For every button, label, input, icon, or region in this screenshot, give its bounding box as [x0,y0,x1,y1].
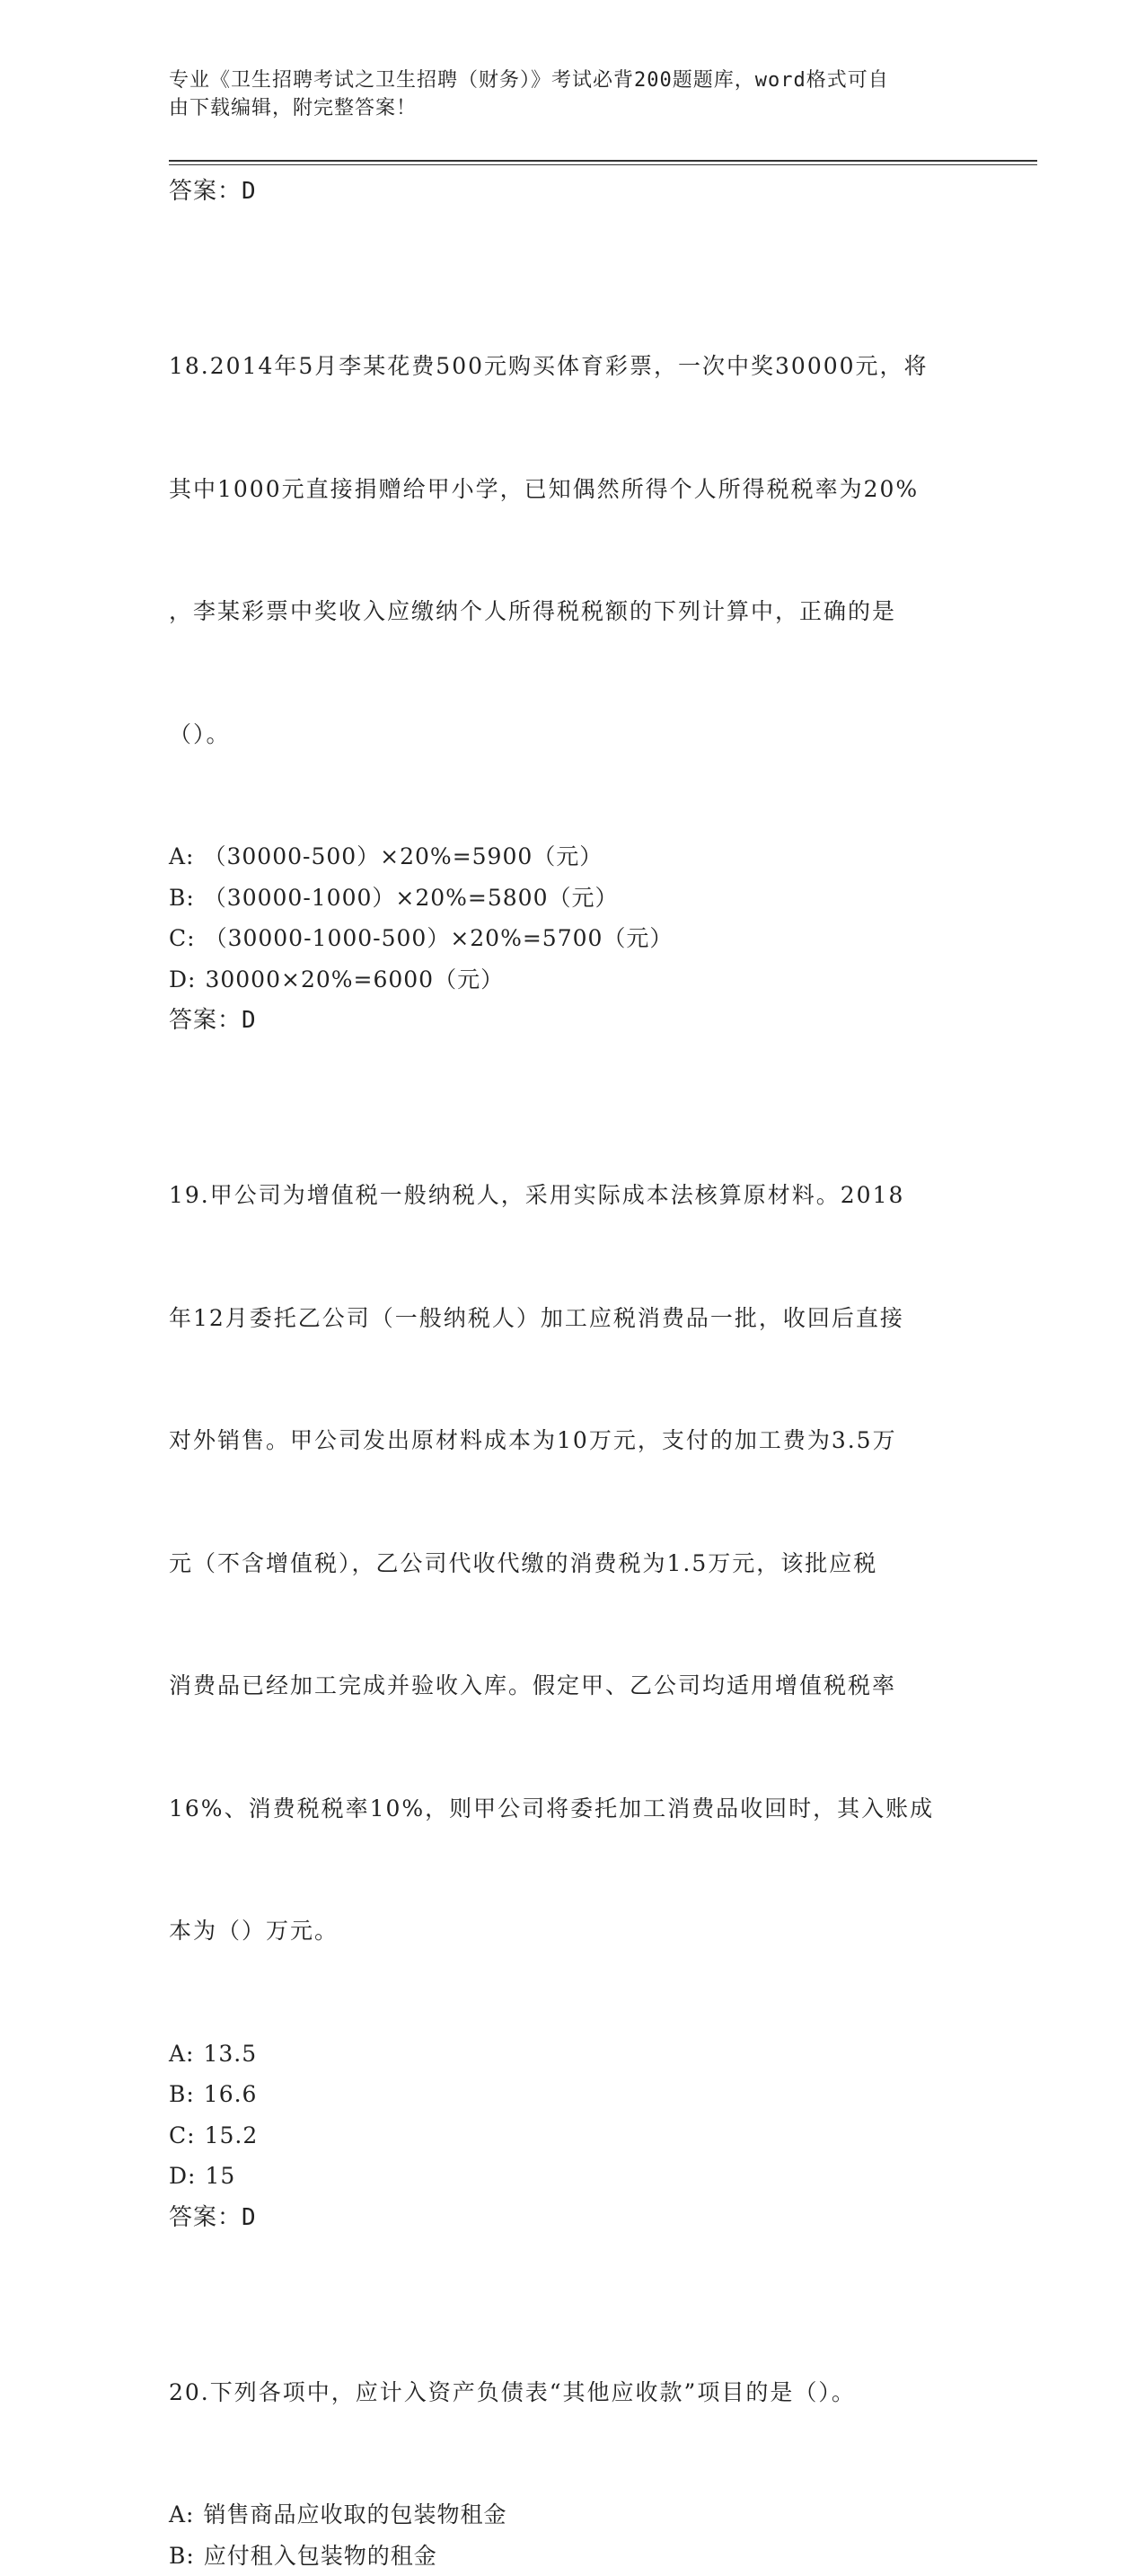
option-d [169,959,977,1001]
option-text: （30000-1000-500）×20%=5700（元） [205,925,674,951]
option-b [169,878,977,919]
option-label: C: [169,925,196,951]
option-label: B: [169,885,195,911]
option-b [169,2074,977,2115]
option-text: 应付租入包装物的租金 [204,2543,437,2569]
question-line: 元（不含增值税），乙公司代收代缴的消费税为1.5万元，该批应税 [169,1543,977,1584]
option-d [169,2156,977,2197]
question-line: 消费品已经加工完成并验收入库。假定甲、乙公司均适用增值税税率 [169,1665,977,1707]
answer-line: 答案：D [169,2197,977,2238]
option-text: （30000-500）×20%=5900（元） [203,843,603,869]
question-18 [169,264,977,1041]
spacer [169,2238,977,2290]
option-text: 30000×20%=6000（元） [205,966,504,992]
question-line: （）。 [169,714,977,755]
option-label: B: [169,2543,195,2569]
answer-line: 答案：D [169,171,977,212]
spacer [169,1041,977,1093]
question-line: 对外销售。甲公司发出原材料成本为10万元，支付的加工费为3.5万 [169,1420,977,1461]
question-stem [169,264,977,836]
option-label: A: [169,2041,194,2067]
header-divider-bottom [169,164,1037,165]
spacer [169,212,977,264]
option-label: B: [169,2081,195,2107]
question-line: 20.下列各项中，应计入资产负债表“其他应收款”项目的是（）。 [169,2372,977,2413]
option-label: D: [169,2163,196,2189]
option-text: 16.6 [204,2081,258,2107]
option-a [169,2494,977,2536]
answer-line: 答案：D [169,1000,977,1041]
question-19 [169,1093,977,2238]
option-text: 15.2 [205,2122,259,2148]
question-line: ，李某彩票中奖收入应缴纳个人所得税税额的下列计算中，正确的是 [169,591,977,632]
option-a [169,2033,977,2075]
question-20 [169,2290,977,2576]
question-line: 本为（）万元。 [169,1910,977,1952]
option-text: 销售商品应收取的包装物租金 [203,2501,506,2527]
question-line: 年12月委托乙公司（一般纳税人）加工应税消费品一批，收回后直接 [169,1298,977,1339]
question-stem [169,1093,977,2033]
option-text: 15 [205,2163,235,2189]
option-c [169,2115,977,2157]
option-label: A: [169,843,194,869]
option-text: （30000-1000）×20%=5800（元） [204,885,619,911]
header-line-2: 由下载编辑，附完整答案！ [169,94,959,122]
document-header [169,66,959,122]
question-line: 16%、消费税税率10%，则甲公司将委托加工消费品收回时，其入账成 [169,1788,977,1830]
header-line-1: 专业《卫生招聘考试之卫生招聘（财务）》考试必背200题题库，word格式可自 [169,66,959,94]
option-b [169,2536,977,2576]
option-a [169,836,977,878]
option-c [169,918,977,959]
question-content [169,171,977,2576]
question-line: 19.甲公司为增值税一般纳税人，采用实际成本法核算原材料。2018 [169,1175,977,1216]
question-stem [169,2290,977,2495]
header-divider-top [169,160,1037,162]
option-label: A: [169,2501,194,2527]
option-label: D: [169,966,196,992]
option-label: C: [169,2122,196,2148]
question-line: 18.2014年5月李某花费500元购买体育彩票，一次中奖30000元，将 [169,346,977,387]
option-text: 13.5 [203,2041,257,2067]
question-line: 其中1000元直接捐赠给甲小学，已知偶然所得个人所得税税率为20% [169,469,977,510]
